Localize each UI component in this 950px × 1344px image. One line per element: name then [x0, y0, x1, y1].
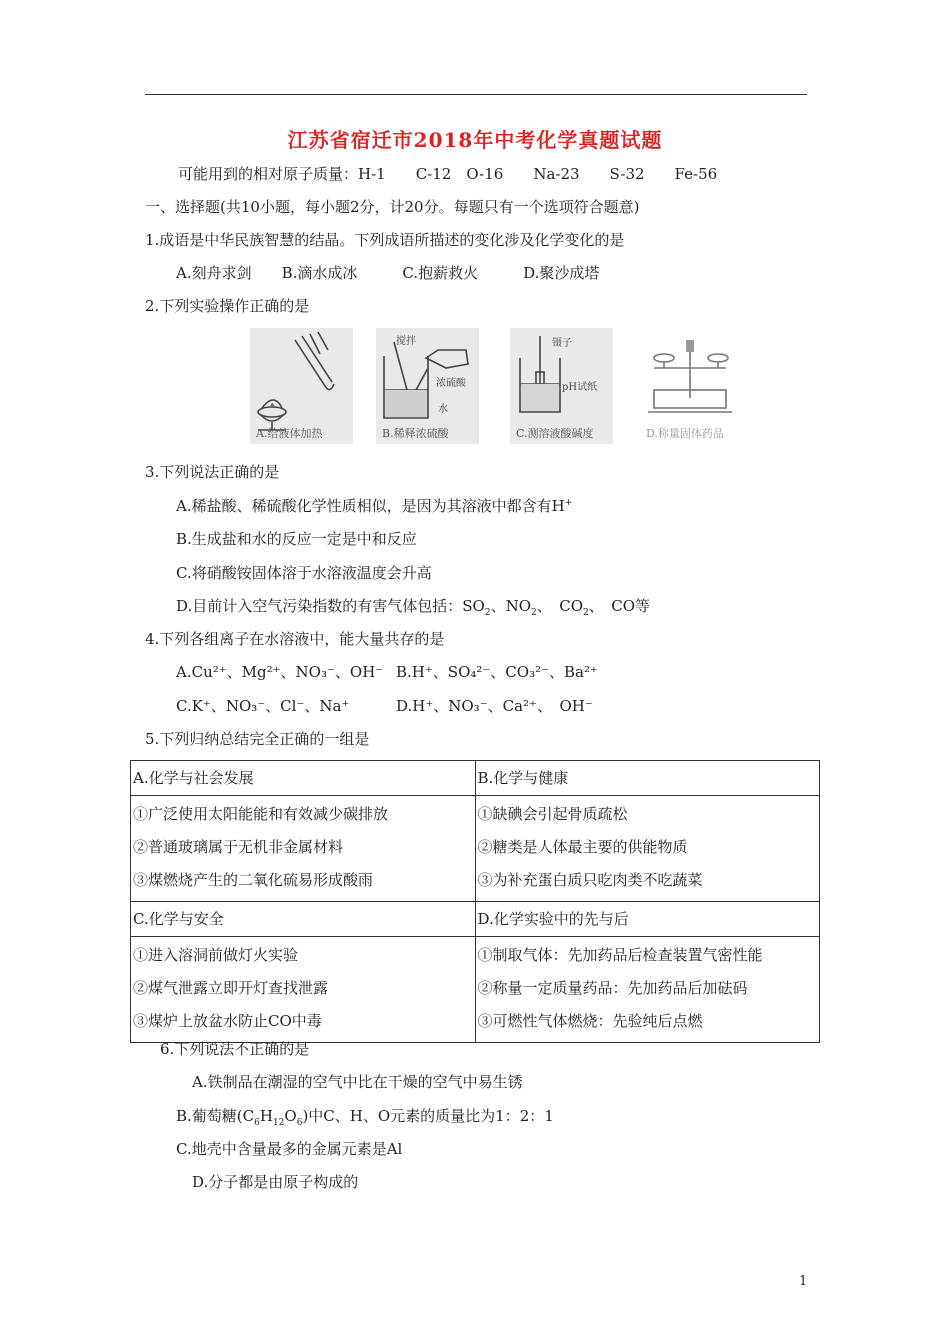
q3-d-part1: D.目前计入空气污染指数的有害气体包括：SO [176, 597, 485, 615]
q3-option-d [176, 596, 650, 616]
label-water: 水 [438, 404, 448, 415]
b-item-1: ①缺碘会引起骨质疏松 [477, 805, 628, 823]
figure-c-caption: C.测溶液酸碱度 [516, 427, 594, 440]
q6-option-d: D.分子都是由原子构成的 [192, 1173, 359, 1191]
q6-stem: 6.下列说法不正确的是 [160, 1040, 310, 1058]
label-conc-acid: 浓硫酸 [436, 378, 466, 389]
cell-c-head: C.化学与安全 [131, 902, 476, 937]
figure-a-caption: A.给液体加热 [256, 427, 323, 440]
figure-weighing [640, 328, 743, 444]
q3-d-part4: 、 CO等 [588, 597, 651, 615]
q3-d-sub2: 2 [531, 608, 537, 618]
a-item-1: ①广泛使用太阳能能和有效减少碳排放 [133, 805, 389, 823]
q6-b-sub3: 6 [296, 1118, 303, 1128]
d-item-3: ③可燃性气体燃烧：先验纯后点燃 [477, 1012, 703, 1030]
table-row [131, 902, 820, 937]
q3-d-part3: 、 CO [536, 597, 584, 615]
q5-stem: 5.下列归纳总结完全正确的一组是 [145, 730, 370, 748]
cell-a-head: A.化学与社会发展 [131, 761, 476, 796]
page-title: 江苏省宿迁市2018年中考化学真题试题 [287, 128, 663, 152]
cell-c-items [131, 937, 476, 1043]
q4-option-a: A.Cu²⁺、Mg²⁺、NO₃⁻、OH⁻ [176, 663, 384, 681]
header-rule [145, 94, 807, 95]
figure-heating-liquid [250, 328, 353, 444]
q5-table [130, 760, 820, 1043]
c-item-3: ③煤炉上放盆水防止CO中毒 [133, 1012, 322, 1030]
cell-b-head: B.化学与健康 [475, 761, 820, 796]
q4-option-c: C.K⁺、NO₃⁻、Cl⁻、Na⁺ [176, 697, 350, 715]
q4-option-d: D.H⁺、NO₃⁻、Ca²⁺、 OH⁻ [396, 697, 593, 715]
q3-stem: 3.下列说法正确的是 [145, 463, 280, 481]
q3-option-a [176, 496, 572, 516]
d-item-2: ②称量一定质量药品：先加药品后加砝码 [477, 979, 748, 997]
b-item-2: ②糖类是人体最主要的供能物质 [477, 838, 688, 856]
q1-stem: 1.成语是中华民族智慧的结晶。下列成语所描述的变化涉及化学变化的是 [145, 231, 625, 249]
figure-b-caption: B.稀释浓硫酸 [382, 427, 449, 440]
label-stir: 搅拌 [396, 336, 416, 347]
q2-figures [246, 328, 746, 446]
a-item-2: ②普通玻璃属于无机非金属材料 [133, 838, 344, 856]
section-heading: 一、选择题(共10小题，每小题2分，计20分。每题只有一个选项符合题意) [145, 198, 640, 216]
q6-b-sub1: 6 [254, 1118, 260, 1128]
cell-b-items [475, 796, 820, 902]
figure-d-caption: D.称量固体药品 [646, 427, 724, 440]
q3-a-sup: + [564, 498, 573, 508]
q2-stem: 2.下列实验操作正确的是 [145, 297, 310, 315]
c-item-2: ②煤气泄露立即开灯查找泄露 [133, 979, 329, 997]
q3-option-b: B.生成盐和水的反应一定是中和反应 [176, 530, 417, 548]
a-item-3: ③煤燃烧产生的二氧化硫易形成酸雨 [133, 871, 374, 889]
figure-diluting-acid [376, 328, 479, 444]
q4-stem: 4.下列各组离子在水溶液中，能大量共存的是 [145, 630, 445, 648]
q6-option-b [176, 1106, 554, 1126]
q3-option-c: C.将硝酸铵固体溶于水溶液温度会升高 [176, 564, 432, 582]
q3-d-sub3: 2 [583, 608, 589, 618]
q6-option-a: A.铁制品在潮湿的空气中比在干燥的空气中易生锈 [192, 1073, 523, 1091]
label-ph-paper: pH试纸 [562, 382, 598, 393]
q3-d-part2: 、NO [490, 597, 532, 615]
table-row [131, 761, 820, 796]
figure-ph-test [510, 328, 613, 444]
c-item-1: ①进入溶洞前做灯火实验 [133, 946, 299, 964]
table-row [131, 796, 820, 902]
page-number: 1 [799, 1274, 808, 1289]
q4-option-b: B.H⁺、SO₄²⁻、CO₃²⁻、Ba²⁺ [396, 663, 598, 681]
d-item-1: ①制取气体：先加药品后检查装置气密性能 [477, 946, 763, 964]
q6-b-part4: )中C、H、O元素的质量比为1：2：1 [302, 1107, 554, 1125]
cell-a-items [131, 796, 476, 902]
q3-d-sub1: 2 [484, 608, 491, 618]
cell-d-head: D.化学实验中的先与后 [475, 902, 820, 937]
q1-options: A.刻舟求剑 B.滴水成冰 C.抱薪救火 D.聚沙成塔 [176, 264, 600, 282]
q6-b-sub2: 12 [272, 1118, 285, 1128]
q6-option-c: C.地壳中含量最多的金属元素是Al [176, 1140, 403, 1158]
q6-b-part1: B.葡萄糖(C [176, 1107, 255, 1125]
b-item-3: ③为补充蛋白质只吃肉类不吃蔬菜 [477, 871, 703, 889]
q3-a-text: A.稀盐酸、稀硫酸化学性质相似，是因为其溶液中都含有H [176, 497, 565, 515]
label-tweezers: 镊子 [552, 338, 572, 349]
q6-b-part3: O [284, 1107, 297, 1125]
q6-b-part2: H [259, 1107, 273, 1125]
table-row [131, 937, 820, 1043]
cell-d-items [475, 937, 820, 1043]
atomic-masses: 可能用到的相对原子质量：H-1 C-12 O-16 Na-23 S-32 Fe-56 [178, 165, 718, 183]
